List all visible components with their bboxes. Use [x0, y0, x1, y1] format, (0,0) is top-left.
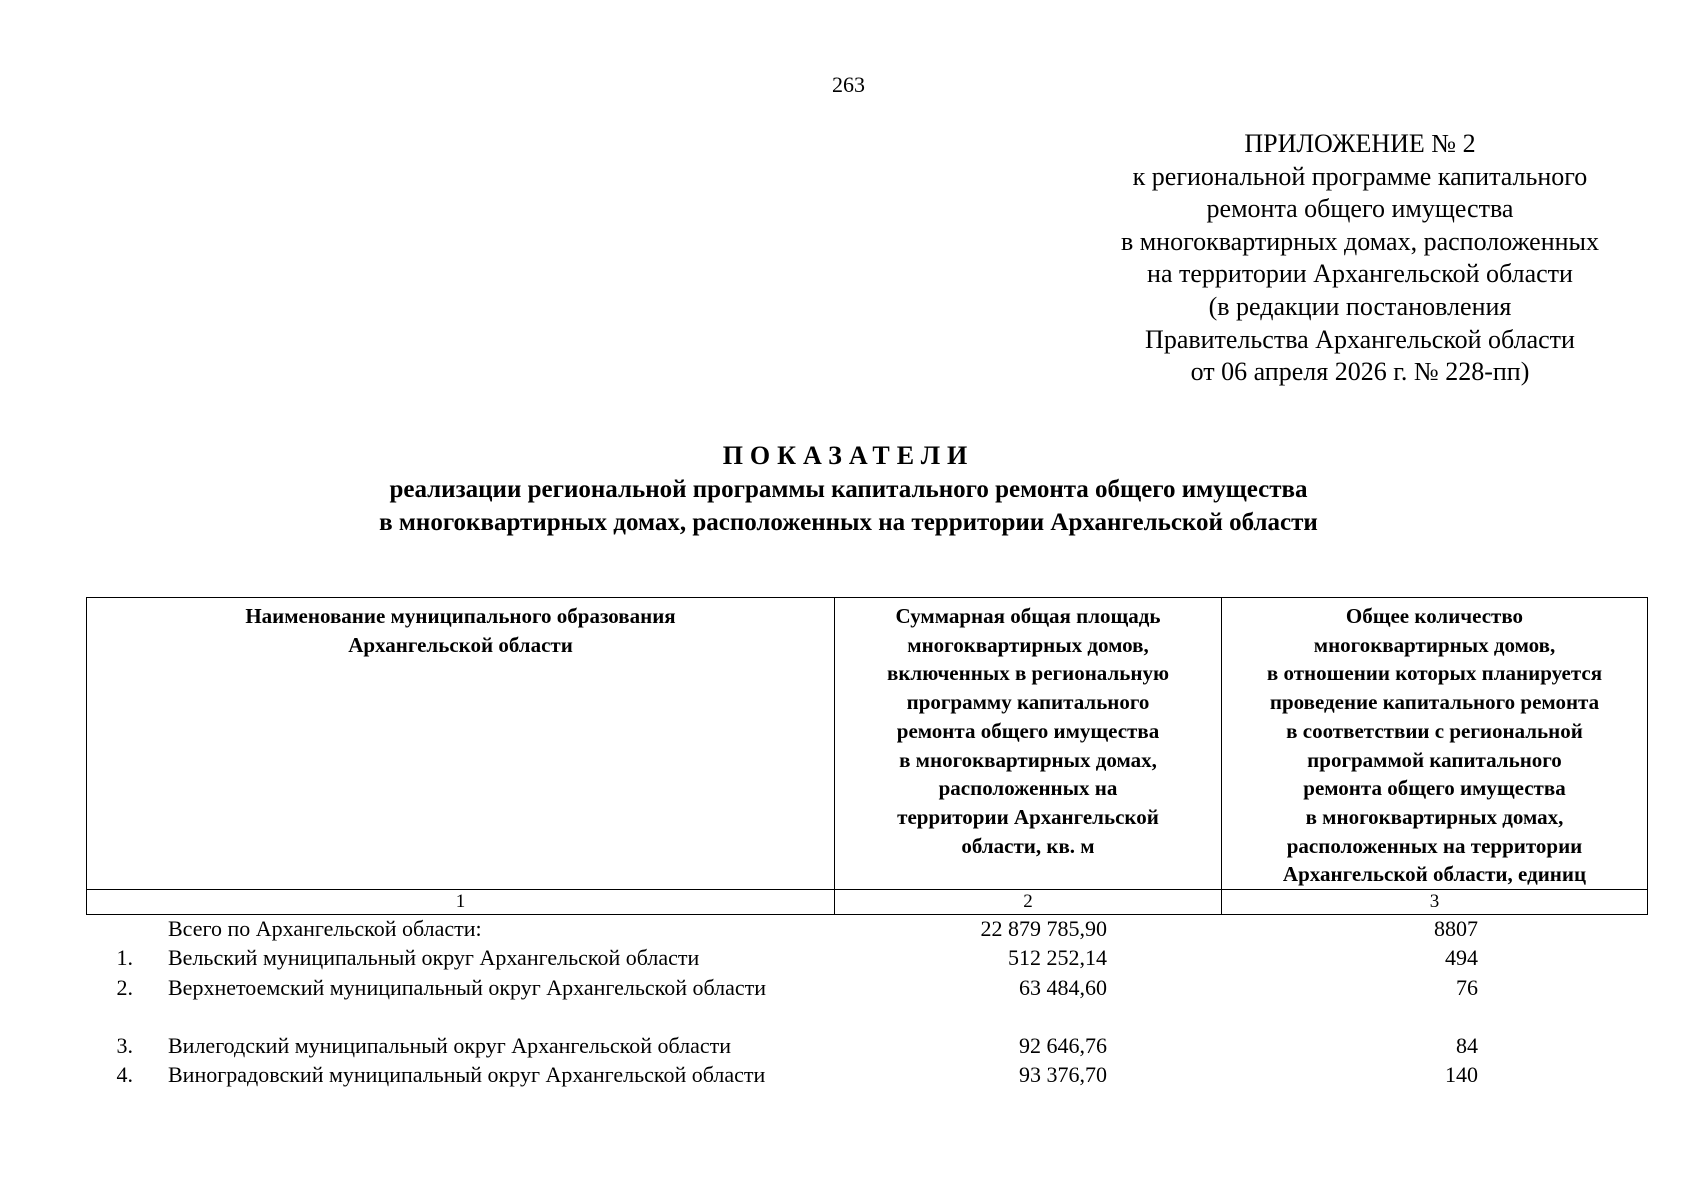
row-municipality-name: Всего по Архангельской области: — [168, 916, 482, 941]
header-line: в многоквартирных домах, — [1305, 804, 1564, 829]
document-title — [0, 439, 1697, 539]
row-count-value: 140 — [1445, 1062, 1478, 1087]
appendix-line: (в редакции постановления — [1208, 291, 1512, 321]
appendix-line: ремонта общего имущества — [1206, 194, 1514, 224]
row-area-value: 63 484,60 — [1019, 975, 1107, 1000]
row-index: 1. — [116, 945, 133, 970]
appendix-line: ПРИЛОЖЕНИЕ № 2 — [1244, 129, 1476, 158]
header-line: Суммарная общая площадь — [895, 604, 1161, 628]
column-number: 2 — [835, 890, 1222, 915]
header-line: программу капитального — [906, 690, 1150, 715]
header-line: территории Архангельской — [897, 804, 1159, 829]
column-header-area — [835, 598, 1222, 890]
row-index: 4. — [116, 1062, 133, 1087]
header-line: Архангельской области, единиц — [1282, 862, 1587, 887]
appendix-line: на территории Архангельской области — [1147, 259, 1573, 289]
appendix-block — [1080, 128, 1640, 389]
row-count-value: 76 — [1456, 975, 1478, 1000]
header-line: области, кв. м — [961, 833, 1095, 858]
header-line: проведение капитального ремонта — [1269, 690, 1600, 715]
header-line: расположенных на — [938, 776, 1118, 801]
page-number: 263 — [832, 72, 865, 97]
row-count-value: 84 — [1456, 1033, 1478, 1058]
header-line: включенных в региональную — [886, 661, 1170, 686]
column-number: 1 — [87, 890, 835, 915]
title-heading: ПОКАЗАТЕЛИ — [722, 441, 975, 470]
appendix-line: Правительства Архангельской области — [1145, 324, 1575, 354]
row-count-value: 494 — [1445, 945, 1478, 970]
title-line: в многоквартирных домах, расположенных на территории Архангельской области — [379, 509, 1318, 536]
header-line: расположенных на территории — [1286, 833, 1583, 858]
row-area-value: 22 879 785,90 — [980, 916, 1107, 941]
row-count-value: 8807 — [1434, 916, 1478, 941]
title-line: реализации региональной программы капитального ремонта общего имущества — [389, 476, 1308, 503]
header-line: ремонта общего имущества — [896, 718, 1160, 743]
row-municipality-name: Верхнетоемский муниципальный округ Архангельской области — [168, 975, 767, 1000]
row-municipality-name: Вилегодский муниципальный округ Архангельской области — [168, 1033, 732, 1058]
header-line: Архангельской области — [348, 632, 573, 657]
header-line: программой капитального — [1307, 747, 1562, 772]
appendix-line: от 06 апреля 2026 г. № 228-пп) — [1190, 357, 1530, 387]
header-line: в соответствии с региональной — [1286, 718, 1583, 743]
header-line: многоквартирных домов, — [1313, 632, 1556, 657]
column-header-municipality — [87, 598, 835, 890]
indicators-table-header — [86, 597, 1648, 915]
row-area-value: 93 376,70 — [1019, 1062, 1107, 1087]
row-area-value: 512 252,14 — [1008, 945, 1107, 970]
header-line: Общее количество — [1345, 604, 1524, 628]
row-area-value: 92 646,76 — [1019, 1033, 1107, 1058]
header-line: Наименование муниципального образования — [245, 604, 676, 628]
header-line: в отношении которых планируется — [1266, 661, 1603, 686]
header-line: ремонта общего имущества — [1303, 776, 1566, 801]
appendix-line: в многоквартирных домах, расположенных — [1120, 226, 1600, 256]
row-index: 2. — [116, 975, 133, 1000]
header-line: многоквартирных домов, — [907, 632, 1149, 657]
column-number: 3 — [1222, 890, 1648, 915]
header-line: в многоквартирных домах, — [899, 747, 1157, 772]
column-header-count — [1222, 598, 1648, 890]
row-municipality-name: Вельский муниципальный округ Архангельской области — [168, 945, 700, 970]
row-municipality-name: Виноградовский муниципальный округ Архангельской области — [168, 1062, 766, 1087]
appendix-line: к региональной программе капитального — [1132, 161, 1588, 191]
row-index: 3. — [116, 1033, 133, 1058]
